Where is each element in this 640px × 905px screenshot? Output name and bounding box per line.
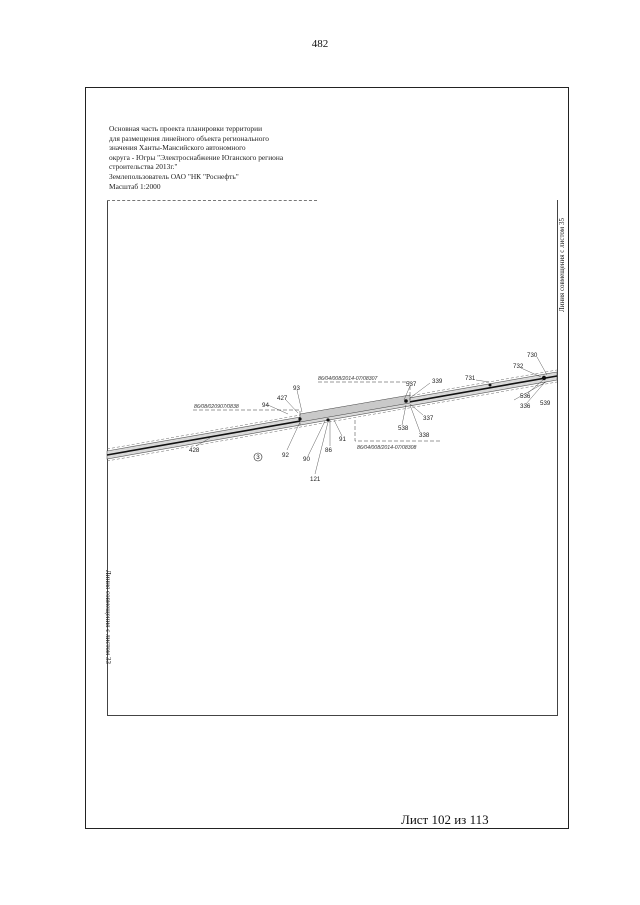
point-label: 94 [262, 402, 269, 409]
point-label: 92 [282, 452, 289, 459]
point-label: 337 [423, 415, 434, 422]
cadastral-number: 86/04/008/2014-07/08308 [357, 445, 417, 451]
title-line: строительства 2013г." [109, 162, 178, 172]
title-line: округа - Югры "Электроснабжение Юганского региона [109, 152, 284, 162]
point-label: 732 [513, 363, 524, 370]
point-label: 536 [520, 393, 531, 400]
land-user-line: Землепользователь ОАО "НК "Роснефть" [109, 171, 239, 181]
point-label: 730 [527, 352, 538, 359]
point-label: 537 [406, 381, 417, 388]
point-label: 93 [293, 385, 300, 392]
point-label: 90 [303, 456, 310, 463]
point-label: 336 [520, 403, 531, 410]
circle-marker-number: 3 [256, 454, 260, 462]
cadastral-number: 86/08/020907/0838 [194, 404, 239, 410]
page-number: 482 [311, 38, 329, 50]
leader-lines [196, 357, 547, 474]
point-label: 539 [540, 400, 551, 407]
point-label: 338 [419, 432, 430, 439]
point-label: 731 [465, 375, 476, 382]
title-line: Основная часть проекта планировки территории [109, 124, 263, 133]
point-label: 428 [189, 447, 200, 454]
point-label: 91 [339, 436, 346, 443]
point-label: 339 [432, 378, 443, 385]
point-label: 427 [277, 395, 288, 402]
scale-line: Масштаб 1:2000 [109, 181, 161, 191]
title-line: значения Ханты-Мансийского автономного [109, 143, 246, 153]
sheet-label: Лист 102 из 113 [401, 812, 489, 827]
point-label: 121 [310, 476, 321, 483]
cadastral-number: 86/04/008/2014-07/08307 [318, 376, 378, 382]
match-line-left: Линия совмещения с листом 33 [104, 570, 112, 664]
match-line-right: Линия совмещения с листом 35 [558, 218, 566, 312]
title-line: для размещения линейного объекта регионального [109, 133, 269, 143]
point-label: 538 [398, 425, 409, 432]
point-label: 86 [325, 447, 332, 454]
corridor-edge [107, 382, 557, 461]
